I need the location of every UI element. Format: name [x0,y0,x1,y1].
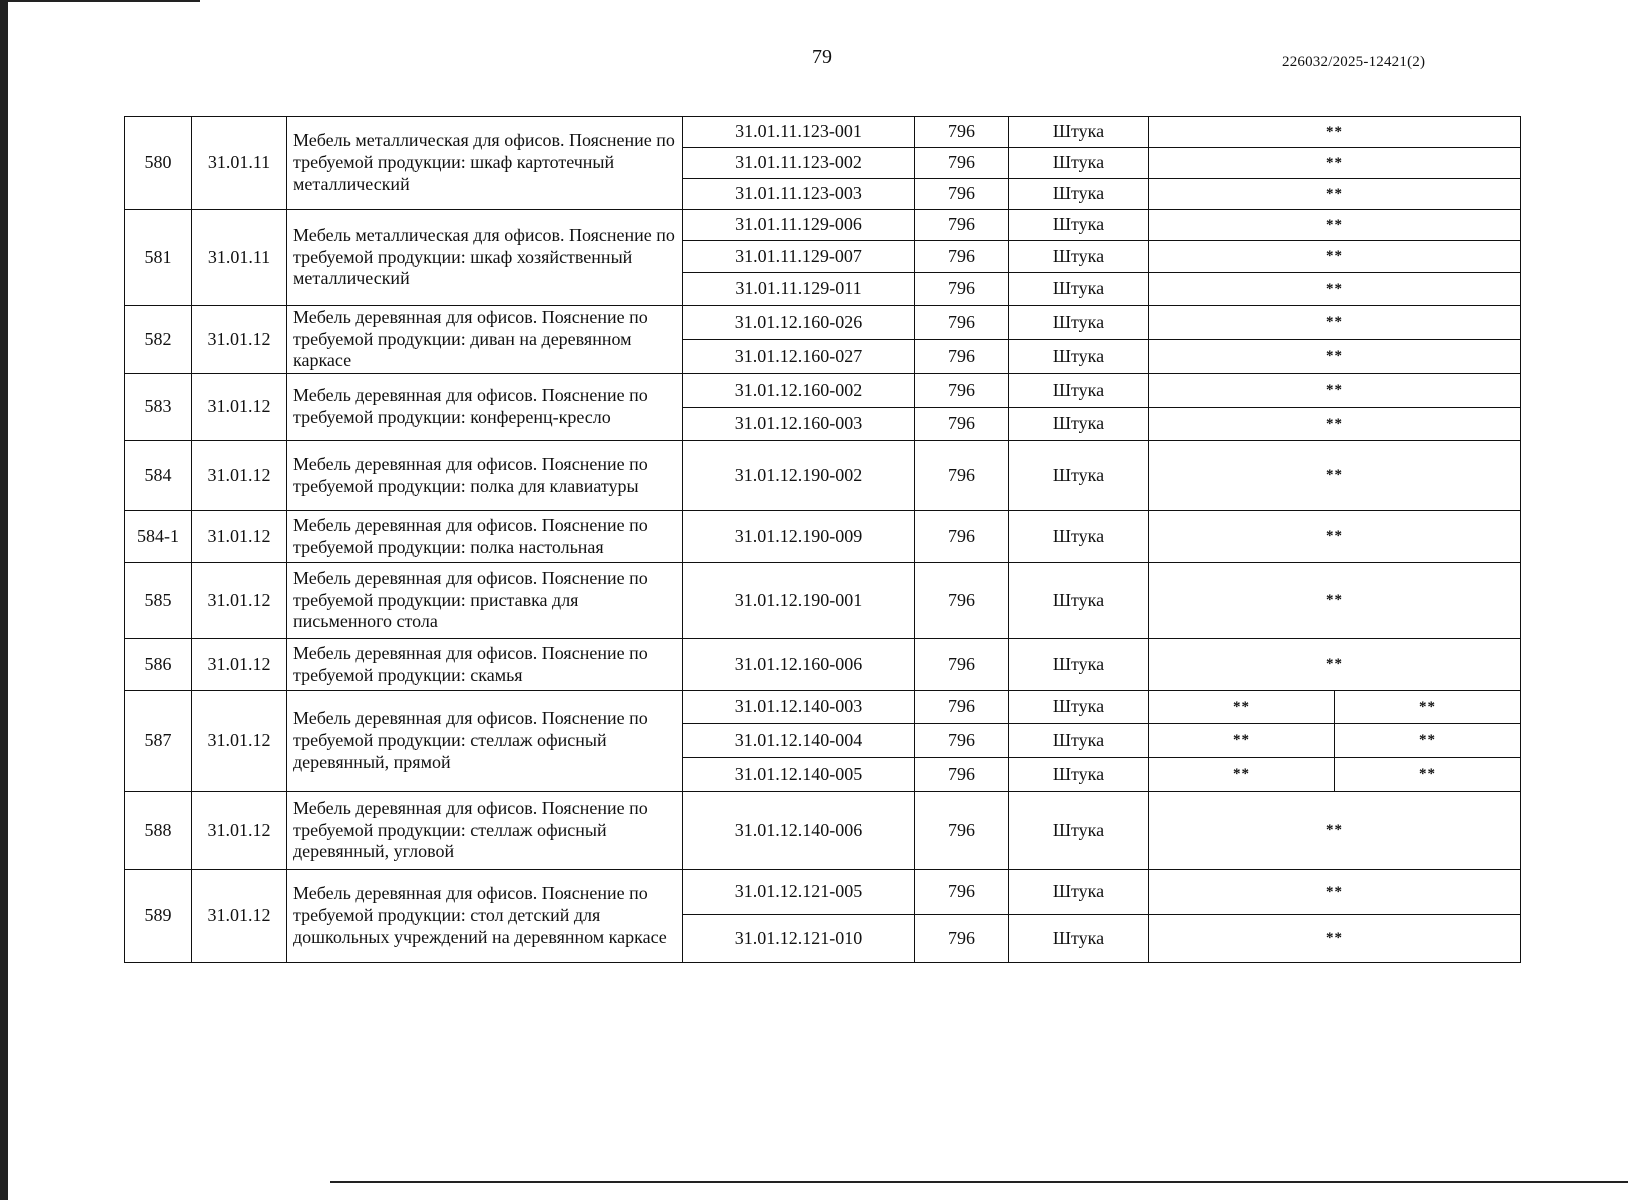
value-cell: ** [1149,511,1521,563]
value-cell: ** [1335,724,1521,758]
table-row [125,210,1521,241]
okpd-code: 31.01.12 [192,792,287,870]
value-cell: ** [1149,870,1521,915]
scan-edge-top [0,0,200,2]
unit-name: Штука [1009,758,1149,792]
value-cell: ** [1149,117,1521,148]
row-number: 582 [125,306,192,374]
ktru-code: 31.01.12.160-003 [683,408,915,441]
row-number: 588 [125,792,192,870]
unit-name: Штука [1009,306,1149,340]
table-row [125,563,1521,639]
unit-name: Штука [1009,374,1149,408]
ktru-code: 31.01.11.123-001 [683,117,915,148]
unit-name: Штука [1009,241,1149,273]
okei-code: 796 [915,117,1009,148]
products-table [124,116,1521,963]
value-cell: ** [1149,340,1521,374]
ktru-code: 31.01.12.160-027 [683,340,915,374]
value-cell: ** [1149,639,1521,691]
ktru-code: 31.01.11.129-007 [683,241,915,273]
table-row [125,792,1521,870]
okpd-code: 31.01.11 [192,117,287,210]
okei-code: 796 [915,408,1009,441]
row-number: 586 [125,639,192,691]
value-cell: ** [1149,724,1335,758]
ktru-code: 31.01.12.190-009 [683,511,915,563]
product-description: Мебель металлическая для офисов. Пояснение по требуемой продукции: шкаф хозяйственный металлический [287,210,683,306]
value-cell: ** [1149,374,1521,408]
ktru-code: 31.01.12.140-005 [683,758,915,792]
value-cell: ** [1149,441,1521,511]
row-number: 589 [125,870,192,963]
value-cell: ** [1149,273,1521,306]
okei-code: 796 [915,724,1009,758]
okpd-code: 31.01.12 [192,441,287,511]
unit-name: Штука [1009,563,1149,639]
okpd-code: 31.01.12 [192,511,287,563]
okei-code: 796 [915,340,1009,374]
okei-code: 796 [915,511,1009,563]
ktru-code: 31.01.11.129-011 [683,273,915,306]
unit-name: Штука [1009,691,1149,724]
product-description: Мебель деревянная для офисов. Пояснение по требуемой продукции: скамья [287,639,683,691]
okei-code: 796 [915,915,1009,963]
product-description: Мебель деревянная для офисов. Пояснение по требуемой продукции: полка настольная [287,511,683,563]
ktru-code: 31.01.12.160-002 [683,374,915,408]
table-row [125,306,1521,340]
table-row [125,374,1521,408]
unit-name: Штука [1009,724,1149,758]
ktru-code: 31.01.12.190-001 [683,563,915,639]
okei-code: 796 [915,870,1009,915]
ktru-code: 31.01.12.190-002 [683,441,915,511]
product-description: Мебель металлическая для офисов. Пояснение по требуемой продукции: шкаф картотечный металлический [287,117,683,210]
okei-code: 796 [915,306,1009,340]
unit-name: Штука [1009,179,1149,210]
table-row [125,511,1521,563]
table-row [125,117,1521,148]
ktru-code: 31.01.12.160-026 [683,306,915,340]
okei-code: 796 [915,792,1009,870]
ktru-code: 31.01.12.140-006 [683,792,915,870]
value-cell: ** [1149,563,1521,639]
product-description: Мебель деревянная для офисов. Пояснение по требуемой продукции: стеллаж офисный деревянный, прямой [287,691,683,792]
okei-code: 796 [915,273,1009,306]
value-cell: ** [1335,691,1521,724]
scan-edge-bottom [330,1181,1628,1183]
okpd-code: 31.01.12 [192,306,287,374]
product-description: Мебель деревянная для офисов. Пояснение по требуемой продукции: приставка для письменного стола [287,563,683,639]
okei-code: 796 [915,148,1009,179]
value-cell: ** [1149,210,1521,241]
okei-code: 796 [915,563,1009,639]
table-row [125,441,1521,511]
okpd-code: 31.01.12 [192,870,287,963]
value-cell: ** [1149,408,1521,441]
row-number: 580 [125,117,192,210]
okei-code: 796 [915,210,1009,241]
row-number: 585 [125,563,192,639]
okei-code: 796 [915,241,1009,273]
ktru-code: 31.01.12.121-010 [683,915,915,963]
value-cell: ** [1149,179,1521,210]
product-description: Мебель деревянная для офисов. Пояснение по требуемой продукции: полка для клавиатуры [287,441,683,511]
product-description: Мебель деревянная для офисов. Пояснение по требуемой продукции: конференц-кресло [287,374,683,441]
okpd-code: 31.01.11 [192,210,287,306]
table-row [125,691,1521,724]
okpd-code: 31.01.12 [192,374,287,441]
ktru-code: 31.01.11.123-002 [683,148,915,179]
page-number: 79 [812,46,832,68]
ktru-code: 31.01.11.129-006 [683,210,915,241]
okei-code: 796 [915,374,1009,408]
okei-code: 796 [915,758,1009,792]
value-cell: ** [1149,306,1521,340]
ktru-code: 31.01.12.140-004 [683,724,915,758]
row-number: 584 [125,441,192,511]
unit-name: Штука [1009,340,1149,374]
table-row [125,870,1521,915]
product-description: Мебель деревянная для офисов. Пояснение по требуемой продукции: стеллаж офисный деревянный, угловой [287,792,683,870]
value-cell: ** [1149,758,1335,792]
okpd-code: 31.01.12 [192,563,287,639]
product-description: Мебель деревянная для офисов. Пояснение по требуемой продукции: стол детский для дошкольных учреждений на деревянном каркасе [287,870,683,963]
unit-name: Штука [1009,511,1149,563]
row-number: 587 [125,691,192,792]
unit-name: Штука [1009,441,1149,511]
unit-name: Штука [1009,792,1149,870]
okei-code: 796 [915,639,1009,691]
row-number: 581 [125,210,192,306]
value-cell: ** [1149,915,1521,963]
okei-code: 796 [915,691,1009,724]
document-id: 226032/2025-12421(2) [1282,54,1426,70]
unit-name: Штука [1009,273,1149,306]
unit-name: Штука [1009,117,1149,148]
okei-code: 796 [915,179,1009,210]
unit-name: Штука [1009,148,1149,179]
unit-name: Штука [1009,915,1149,963]
ktru-code: 31.01.12.140-003 [683,691,915,724]
okei-code: 796 [915,441,1009,511]
value-cell: ** [1335,758,1521,792]
value-cell: ** [1149,241,1521,273]
unit-name: Штука [1009,210,1149,241]
table-row [125,639,1521,691]
okpd-code: 31.01.12 [192,639,287,691]
okpd-code: 31.01.12 [192,691,287,792]
row-number: 583 [125,374,192,441]
table-body [125,117,1521,963]
unit-name: Штука [1009,870,1149,915]
row-number: 584-1 [125,511,192,563]
ktru-code: 31.01.11.123-003 [683,179,915,210]
product-description: Мебель деревянная для офисов. Пояснение по требуемой продукции: диван на деревянном каркасе [287,306,683,374]
unit-name: Штука [1009,639,1149,691]
scan-edge-left [0,0,8,1200]
value-cell: ** [1149,792,1521,870]
value-cell: ** [1149,148,1521,179]
ktru-code: 31.01.12.160-006 [683,639,915,691]
ktru-code: 31.01.12.121-005 [683,870,915,915]
value-cell: ** [1149,691,1335,724]
unit-name: Штука [1009,408,1149,441]
